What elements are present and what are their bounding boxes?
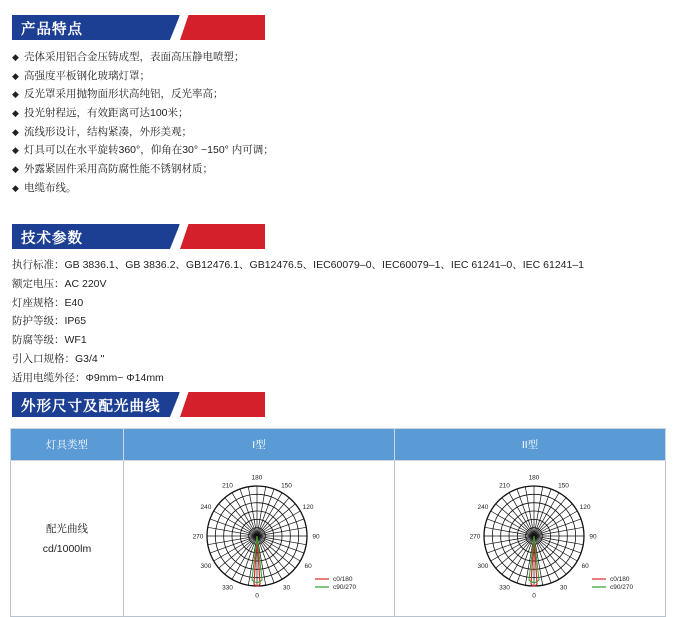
angle-label: 330 [222, 584, 233, 592]
angle-label: 150 [281, 482, 292, 490]
feature-item: ◆ 外露紧固件采用高防腐性能不锈钢材质； [12, 160, 274, 179]
angle-label: 180 [528, 474, 540, 482]
angle-label: 0 [255, 592, 259, 600]
curve-label: 配光曲线 [46, 522, 88, 535]
spec-voltage: 额定电压：AC 220V [12, 277, 107, 290]
angle-label: 270 [192, 533, 204, 541]
angle-label: 0 [532, 592, 536, 600]
spec-socket: 灯座规格：E40 [12, 296, 84, 309]
diamond-bullet-icon: ◆ [12, 182, 19, 193]
legend-label: c0/180 [610, 576, 630, 583]
legend-label: c90/270 [333, 584, 357, 591]
feature-item: ◆ 灯具可以在水平旋转360°，仰角在30° ~150° 内可调； [12, 141, 274, 160]
feature-item: ◆ 电缆布线。 [12, 179, 274, 198]
section-title-features: 产品特点 [21, 22, 83, 38]
diamond-bullet-icon: ◆ [12, 89, 19, 100]
angle-label: 90 [589, 533, 597, 541]
diamond-bullet-icon: ◆ [12, 52, 19, 62]
spec-ip-rating: 防护等级：IP65 [12, 315, 87, 328]
diamond-bullet-icon: ◆ [12, 164, 19, 175]
angle-label: 300 [200, 563, 212, 570]
angle-label: 150 [558, 482, 569, 490]
polar-cell-type-2 [395, 461, 666, 617]
angle-label: 270 [469, 533, 481, 541]
row-label [11, 461, 124, 617]
angle-label: 330 [499, 584, 510, 592]
section-title-specs: 技术参数 [21, 231, 83, 247]
header-type-1: I型 [124, 429, 395, 461]
diamond-bullet-icon: ◆ [12, 126, 19, 137]
diamond-bullet-icon: ◆ [12, 70, 19, 81]
angle-label: 60 [304, 563, 312, 570]
angle-label: 30 [282, 584, 291, 592]
diamond-bullet-icon: ◆ [12, 145, 19, 156]
curve-unit: cd/1000lm [42, 542, 92, 555]
header-lamp-type: 灯具类型 [11, 429, 124, 461]
feature-list [12, 48, 274, 198]
spec-standard: 执行标准：GB 3836.1、GB 3836.2、GB12476.1、GB12476.5、IEC60079–0、IEC60079–1、IEC 61241–0、IEC 61241–1 [12, 259, 585, 271]
angle-label: 60 [581, 563, 589, 570]
spec-list [12, 256, 584, 388]
angle-label: 210 [499, 482, 510, 490]
angle-label: 180 [251, 474, 263, 482]
section-header-features [12, 15, 265, 40]
section-title-dimensions: 外形尺寸及配光曲线 [21, 399, 161, 415]
header-type-2: II型 [395, 429, 666, 461]
feature-item: ◆ 反光罩采用抛物面形状高纯铝，反光率高； [12, 85, 274, 104]
angle-label: 240 [200, 504, 212, 511]
legend-label: c90/270 [610, 584, 634, 591]
feature-item: ◆ 投光射程远，有效距离可达100米； [12, 104, 274, 123]
spec-anticorrosion: 防腐等级：WF1 [12, 334, 87, 347]
angle-label: 240 [477, 504, 489, 511]
feature-item: ◆ 壳体采用铝合金压铸成型，表面高压静电喷塑； [12, 48, 274, 67]
polar-chart-type-2 [396, 462, 664, 612]
section-header-dimensions [12, 392, 265, 417]
polar-cell-type-1 [124, 461, 395, 617]
angle-label: 120 [579, 504, 591, 511]
angle-label: 90 [312, 533, 320, 541]
angle-label: 300 [477, 563, 489, 570]
polar-chart-type-1 [125, 462, 393, 612]
angle-label: 30 [559, 584, 568, 592]
section-header-specs [12, 224, 265, 249]
legend-label: c0/180 [333, 576, 353, 583]
diamond-bullet-icon: ◆ [12, 108, 19, 119]
angle-label: 120 [302, 504, 314, 511]
spec-entry: 引入口规格：G3/4 " [12, 352, 105, 365]
feature-item: ◆ 高强度平板钢化玻璃灯罩； [12, 67, 274, 86]
angle-label: 210 [222, 482, 233, 490]
feature-item: ◆ 流线形设计，结构紧凑，外形美观； [12, 123, 274, 142]
spec-cable: 适用电缆外径：Φ9mm~ Φ14mm [12, 371, 164, 384]
